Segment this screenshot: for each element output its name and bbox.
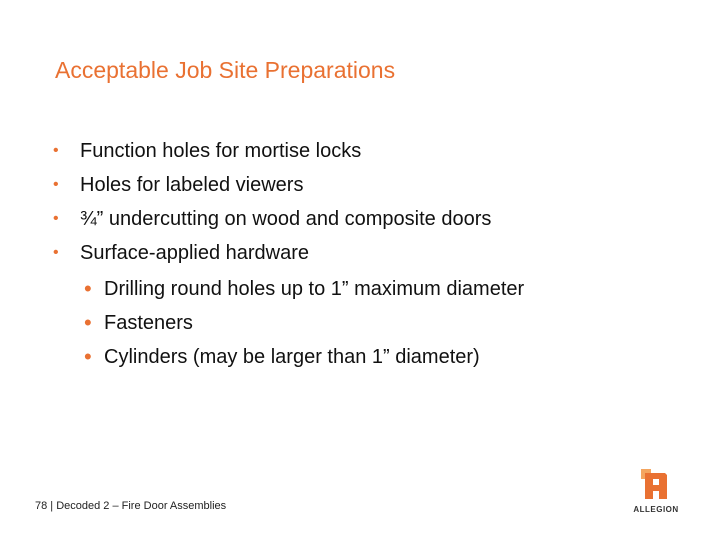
bullet-item — [53, 136, 362, 170]
bullet-marker: • — [53, 244, 59, 261]
bullet-item — [53, 238, 310, 272]
bullet-text: Function holes for mortise locks — [80, 140, 362, 162]
sub-bullet-marker: • — [84, 344, 92, 369]
sub-bullet-item — [84, 308, 193, 342]
bullet-text: Surface-applied hardware — [80, 242, 310, 264]
sub-bullet-marker: • — [84, 276, 92, 301]
bullet-item — [53, 170, 304, 204]
slide-footer: 78 | Decoded 2 – Fire Door Assemblies — [35, 500, 227, 512]
bullet-marker: • — [53, 176, 59, 193]
sub-bullet-marker: • — [84, 310, 92, 335]
slide-title: Acceptable Job Site Preparations — [55, 57, 396, 83]
sub-bullet-text: Fasteners — [104, 312, 193, 334]
bullet-marker: • — [53, 210, 59, 227]
bullet-text: ¾” undercutting on wood and composite doors — [80, 208, 492, 230]
logo-wordmark: ALLEGION — [633, 505, 679, 514]
sub-bullet-text: Cylinders (may be larger than 1” diameter) — [104, 346, 480, 368]
sub-bullet-item — [84, 342, 480, 376]
bullet-marker: • — [53, 142, 59, 159]
allegion-logo — [624, 469, 688, 517]
sub-bullet-text: Drilling round holes up to 1” maximum diameter — [104, 278, 525, 300]
sub-bullet-item — [84, 274, 525, 308]
bullet-text: Holes for labeled viewers — [80, 174, 304, 196]
bullet-item — [53, 204, 492, 238]
allegion-logo-icon — [641, 469, 671, 503]
